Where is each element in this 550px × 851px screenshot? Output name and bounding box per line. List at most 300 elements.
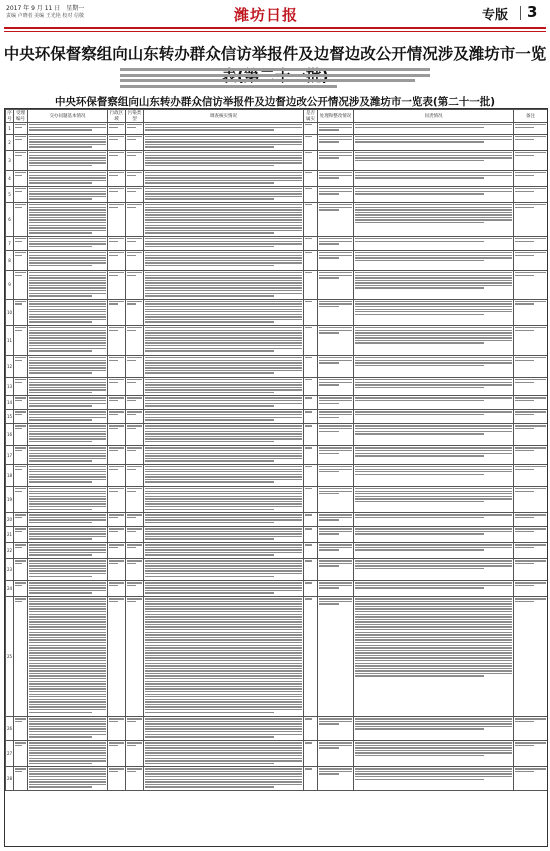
handling-cell bbox=[318, 597, 354, 717]
investigation-cell bbox=[144, 251, 304, 271]
handling-cell bbox=[318, 741, 354, 767]
pollution-type-cell bbox=[126, 741, 144, 767]
header-cell: 备注 bbox=[514, 110, 548, 123]
complaint-summary-cell bbox=[28, 123, 108, 135]
case-id-cell bbox=[14, 151, 28, 171]
pollution-type-cell bbox=[126, 424, 144, 446]
table-row bbox=[6, 237, 548, 251]
table-row bbox=[6, 717, 548, 741]
verified-cell bbox=[304, 251, 318, 271]
investigation-cell bbox=[144, 377, 304, 395]
case-id-cell bbox=[14, 271, 28, 300]
investigation-cell bbox=[144, 271, 304, 300]
case-id-cell bbox=[14, 464, 28, 486]
handling-cell bbox=[318, 251, 354, 271]
district-cell bbox=[108, 271, 126, 300]
row-index: 11 bbox=[6, 325, 14, 355]
table-row bbox=[6, 151, 548, 171]
investigation-cell bbox=[144, 424, 304, 446]
pollution-type-cell bbox=[126, 717, 144, 741]
rectification-cell bbox=[354, 513, 514, 527]
handling-cell bbox=[318, 151, 354, 171]
pollution-type-cell bbox=[126, 237, 144, 251]
masthead-rule-thick bbox=[4, 27, 546, 29]
rectification-cell bbox=[354, 559, 514, 581]
district-cell bbox=[108, 377, 126, 395]
remarks-cell bbox=[514, 581, 548, 597]
table-row bbox=[6, 527, 548, 543]
header-cell: 调查核实情况 bbox=[144, 110, 304, 123]
row-index: 17 bbox=[6, 446, 14, 464]
handling-cell bbox=[318, 717, 354, 741]
rectification-cell bbox=[354, 717, 514, 741]
complaint-summary-cell bbox=[28, 446, 108, 464]
row-index: 6 bbox=[6, 203, 14, 237]
handling-cell bbox=[318, 325, 354, 355]
rectification-cell bbox=[354, 527, 514, 543]
district-cell bbox=[108, 237, 126, 251]
remarks-cell bbox=[514, 237, 548, 251]
case-id-cell bbox=[14, 355, 28, 377]
remarks-cell bbox=[514, 543, 548, 559]
remarks-cell bbox=[514, 271, 548, 300]
table-row bbox=[6, 446, 548, 464]
remarks-cell bbox=[514, 717, 548, 741]
investigation-cell bbox=[144, 543, 304, 559]
pollution-type-cell bbox=[126, 171, 144, 187]
row-index: 12 bbox=[6, 355, 14, 377]
case-id-cell bbox=[14, 410, 28, 424]
pollution-type-cell bbox=[126, 543, 144, 559]
district-cell bbox=[108, 581, 126, 597]
rectification-cell bbox=[354, 187, 514, 203]
verified-cell bbox=[304, 559, 318, 581]
case-id-cell bbox=[14, 299, 28, 325]
table-row bbox=[6, 171, 548, 187]
pollution-type-cell bbox=[126, 410, 144, 424]
district-cell bbox=[108, 597, 126, 717]
complaint-summary-cell bbox=[28, 396, 108, 410]
district-cell bbox=[108, 299, 126, 325]
complaint-summary-cell bbox=[28, 135, 108, 151]
remarks-cell bbox=[514, 464, 548, 486]
table-row bbox=[6, 559, 548, 581]
district-cell bbox=[108, 396, 126, 410]
verified-cell bbox=[304, 187, 318, 203]
pollution-type-cell bbox=[126, 151, 144, 171]
pollution-type-cell bbox=[126, 355, 144, 377]
complaint-summary-cell bbox=[28, 251, 108, 271]
row-index: 27 bbox=[6, 741, 14, 767]
district-cell bbox=[108, 203, 126, 237]
investigation-cell bbox=[144, 396, 304, 410]
complaint-summary-cell bbox=[28, 741, 108, 767]
remarks-cell bbox=[514, 527, 548, 543]
case-id-cell bbox=[14, 513, 28, 527]
rectification-cell bbox=[354, 251, 514, 271]
complaint-summary-cell bbox=[28, 767, 108, 791]
case-id-cell bbox=[14, 325, 28, 355]
case-id-cell bbox=[14, 543, 28, 559]
investigation-cell bbox=[144, 741, 304, 767]
complaint-summary-cell bbox=[28, 559, 108, 581]
complaint-summary-cell bbox=[28, 513, 108, 527]
verified-cell bbox=[304, 486, 318, 512]
verified-cell bbox=[304, 271, 318, 300]
investigation-cell bbox=[144, 767, 304, 791]
verified-cell bbox=[304, 135, 318, 151]
investigation-cell bbox=[144, 486, 304, 512]
case-id-cell bbox=[14, 767, 28, 791]
table-row bbox=[6, 396, 548, 410]
pollution-type-cell bbox=[126, 377, 144, 395]
handling-cell bbox=[318, 464, 354, 486]
district-cell bbox=[108, 187, 126, 203]
table-row bbox=[6, 513, 548, 527]
remarks-cell bbox=[514, 424, 548, 446]
case-id-cell bbox=[14, 741, 28, 767]
rectification-cell bbox=[354, 581, 514, 597]
investigation-cell bbox=[144, 527, 304, 543]
verified-cell bbox=[304, 767, 318, 791]
verified-cell bbox=[304, 237, 318, 251]
row-index: 14 bbox=[6, 396, 14, 410]
verified-cell bbox=[304, 464, 318, 486]
rectification-cell bbox=[354, 410, 514, 424]
handling-cell bbox=[318, 543, 354, 559]
district-cell bbox=[108, 767, 126, 791]
district-cell bbox=[108, 527, 126, 543]
remarks-cell bbox=[514, 135, 548, 151]
rectification-cell bbox=[354, 203, 514, 237]
investigation-cell bbox=[144, 123, 304, 135]
row-index: 3 bbox=[6, 151, 14, 171]
pollution-type-cell bbox=[126, 271, 144, 300]
pollution-type-cell bbox=[126, 251, 144, 271]
row-index: 1 bbox=[6, 123, 14, 135]
table-row bbox=[6, 377, 548, 395]
row-index: 5 bbox=[6, 187, 14, 203]
header-cell: 交办问题基本情况 bbox=[28, 110, 108, 123]
row-index: 26 bbox=[6, 717, 14, 741]
handling-cell bbox=[318, 299, 354, 325]
rectification-cell bbox=[354, 767, 514, 791]
complaint-summary-cell bbox=[28, 377, 108, 395]
remarks-cell bbox=[514, 410, 548, 424]
table-row bbox=[6, 271, 548, 300]
table-row bbox=[6, 741, 548, 767]
table-row bbox=[6, 123, 548, 135]
rectification-cell bbox=[354, 377, 514, 395]
verified-cell bbox=[304, 410, 318, 424]
remarks-cell bbox=[514, 377, 548, 395]
investigation-cell bbox=[144, 325, 304, 355]
row-index: 8 bbox=[6, 251, 14, 271]
district-cell bbox=[108, 486, 126, 512]
handling-cell bbox=[318, 486, 354, 512]
rectification-cell bbox=[354, 123, 514, 135]
table-header-row bbox=[6, 110, 548, 123]
complaint-summary-cell bbox=[28, 597, 108, 717]
table-row bbox=[6, 187, 548, 203]
rectification-cell bbox=[354, 237, 514, 251]
pollution-type-cell bbox=[126, 597, 144, 717]
case-id-cell bbox=[14, 559, 28, 581]
pollution-type-cell bbox=[126, 123, 144, 135]
remarks-cell bbox=[514, 251, 548, 271]
case-id-cell bbox=[14, 597, 28, 717]
verified-cell bbox=[304, 171, 318, 187]
remarks-cell bbox=[514, 446, 548, 464]
table-row bbox=[6, 424, 548, 446]
row-index: 10 bbox=[6, 299, 14, 325]
row-index: 16 bbox=[6, 424, 14, 446]
table-row bbox=[6, 597, 548, 717]
district-cell bbox=[108, 135, 126, 151]
complaint-summary-cell bbox=[28, 543, 108, 559]
complaint-summary-cell bbox=[28, 151, 108, 171]
table-title: 中央环保督察组向山东转办群众信访举报件及边督边改公开情况涉及潍坊市一览表(第二十一批) bbox=[54, 96, 496, 108]
handling-cell bbox=[318, 581, 354, 597]
rectification-cell bbox=[354, 171, 514, 187]
investigation-cell bbox=[144, 597, 304, 717]
case-id-cell bbox=[14, 123, 28, 135]
rectification-cell bbox=[354, 271, 514, 300]
investigation-cell bbox=[144, 355, 304, 377]
pollution-type-cell bbox=[126, 559, 144, 581]
complaint-summary-cell bbox=[28, 464, 108, 486]
row-index: 4 bbox=[6, 171, 14, 187]
remarks-cell bbox=[514, 486, 548, 512]
pollution-type-cell bbox=[126, 396, 144, 410]
remarks-cell bbox=[514, 203, 548, 237]
pollution-type-cell bbox=[126, 581, 144, 597]
investigation-cell bbox=[144, 410, 304, 424]
rectification-cell bbox=[354, 151, 514, 171]
handling-cell bbox=[318, 767, 354, 791]
rectification-cell bbox=[354, 446, 514, 464]
row-index: 7 bbox=[6, 237, 14, 251]
table-row bbox=[6, 410, 548, 424]
investigation-cell bbox=[144, 237, 304, 251]
remarks-cell bbox=[514, 325, 548, 355]
rectification-cell bbox=[354, 396, 514, 410]
verified-cell bbox=[304, 513, 318, 527]
pollution-type-cell bbox=[126, 203, 144, 237]
case-id-cell bbox=[14, 135, 28, 151]
row-index: 9 bbox=[6, 271, 14, 300]
complaint-summary-cell bbox=[28, 271, 108, 300]
header-cell: 是否属实 bbox=[304, 110, 318, 123]
handling-cell bbox=[318, 135, 354, 151]
pollution-type-cell bbox=[126, 446, 144, 464]
pollution-type-cell bbox=[126, 486, 144, 512]
verified-cell bbox=[304, 741, 318, 767]
pollution-type-cell bbox=[126, 464, 144, 486]
handling-cell bbox=[318, 123, 354, 135]
case-id-cell bbox=[14, 203, 28, 237]
case-id-cell bbox=[14, 171, 28, 187]
case-id-cell bbox=[14, 396, 28, 410]
handling-cell bbox=[318, 203, 354, 237]
case-id-cell bbox=[14, 237, 28, 251]
case-id-cell bbox=[14, 717, 28, 741]
handling-cell bbox=[318, 446, 354, 464]
row-index: 22 bbox=[6, 543, 14, 559]
complaint-summary-cell bbox=[28, 486, 108, 512]
investigation-cell bbox=[144, 717, 304, 741]
table-row bbox=[6, 299, 548, 325]
issue-date: 2017 年 9 月 11 日 星期一 bbox=[6, 5, 85, 12]
handling-cell bbox=[318, 377, 354, 395]
remarks-cell bbox=[514, 513, 548, 527]
table-row bbox=[6, 135, 548, 151]
verified-cell bbox=[304, 151, 318, 171]
table-row bbox=[6, 767, 548, 791]
rectification-cell bbox=[354, 597, 514, 717]
verified-cell bbox=[304, 325, 318, 355]
investigation-cell bbox=[144, 187, 304, 203]
rectification-cell bbox=[354, 543, 514, 559]
rectification-cell bbox=[354, 486, 514, 512]
handling-cell bbox=[318, 527, 354, 543]
remarks-cell bbox=[514, 299, 548, 325]
case-id-cell bbox=[14, 581, 28, 597]
pollution-type-cell bbox=[126, 299, 144, 325]
district-cell bbox=[108, 543, 126, 559]
complaint-summary-cell bbox=[28, 424, 108, 446]
district-cell bbox=[108, 171, 126, 187]
table-row bbox=[6, 486, 548, 512]
district-cell bbox=[108, 355, 126, 377]
complaint-summary-cell bbox=[28, 171, 108, 187]
row-index: 2 bbox=[6, 135, 14, 151]
remarks-cell bbox=[514, 355, 548, 377]
row-index: 18 bbox=[6, 464, 14, 486]
complaint-summary-cell bbox=[28, 237, 108, 251]
remarks-cell bbox=[514, 187, 548, 203]
verified-cell bbox=[304, 203, 318, 237]
row-index: 13 bbox=[6, 377, 14, 395]
complaint-summary-cell bbox=[28, 187, 108, 203]
handling-cell bbox=[318, 271, 354, 300]
verified-cell bbox=[304, 377, 318, 395]
district-cell bbox=[108, 741, 126, 767]
district-cell bbox=[108, 513, 126, 527]
district-cell bbox=[108, 325, 126, 355]
handling-cell bbox=[318, 513, 354, 527]
remarks-cell bbox=[514, 559, 548, 581]
pollution-type-cell bbox=[126, 135, 144, 151]
header-cell: 处理和整改情况 bbox=[318, 110, 354, 123]
row-index: 25 bbox=[6, 597, 14, 717]
verified-cell bbox=[304, 123, 318, 135]
row-index: 15 bbox=[6, 410, 14, 424]
complaint-summary-cell bbox=[28, 717, 108, 741]
newspaper-logo: 潍坊日报 bbox=[234, 6, 299, 24]
pollution-type-cell bbox=[126, 187, 144, 203]
row-index: 21 bbox=[6, 527, 14, 543]
district-cell bbox=[108, 424, 126, 446]
masthead bbox=[0, 0, 550, 34]
rectification-cell bbox=[354, 135, 514, 151]
remarks-cell bbox=[514, 597, 548, 717]
remarks-cell bbox=[514, 767, 548, 791]
table-row bbox=[6, 355, 548, 377]
intro-paragraph bbox=[120, 68, 430, 90]
page-number: 3 bbox=[527, 3, 538, 21]
header-cell: 问责情况 bbox=[354, 110, 514, 123]
pollution-type-cell bbox=[126, 325, 144, 355]
table-row bbox=[6, 325, 548, 355]
district-cell bbox=[108, 446, 126, 464]
investigation-cell bbox=[144, 299, 304, 325]
row-index: 20 bbox=[6, 513, 14, 527]
editor-credits: 责编 卢晓者 美编 王光艳 校对 信敬 bbox=[6, 13, 84, 19]
remarks-cell bbox=[514, 741, 548, 767]
header-cell: 污染类型 bbox=[126, 110, 144, 123]
district-cell bbox=[108, 717, 126, 741]
complaint-summary-cell bbox=[28, 410, 108, 424]
header-cell: 序号 bbox=[7, 111, 12, 122]
complaint-summary-cell bbox=[28, 527, 108, 543]
verified-cell bbox=[304, 446, 318, 464]
handling-cell bbox=[318, 237, 354, 251]
verified-cell bbox=[304, 527, 318, 543]
masthead-rule-thin bbox=[4, 31, 546, 32]
district-cell bbox=[108, 464, 126, 486]
case-id-cell bbox=[14, 486, 28, 512]
verified-cell bbox=[304, 299, 318, 325]
rectification-cell bbox=[354, 464, 514, 486]
table-row bbox=[6, 543, 548, 559]
masthead-separator bbox=[520, 6, 521, 20]
pollution-type-cell bbox=[126, 513, 144, 527]
complaint-summary-cell bbox=[28, 355, 108, 377]
row-index: 28 bbox=[6, 767, 14, 791]
investigation-cell bbox=[144, 464, 304, 486]
district-cell bbox=[108, 559, 126, 581]
case-id-cell bbox=[14, 377, 28, 395]
rectification-cell bbox=[354, 299, 514, 325]
handling-cell bbox=[318, 396, 354, 410]
remarks-cell bbox=[514, 123, 548, 135]
investigation-cell bbox=[144, 446, 304, 464]
district-cell bbox=[108, 251, 126, 271]
investigation-cell bbox=[144, 135, 304, 151]
pollution-type-cell bbox=[126, 527, 144, 543]
row-index: 23 bbox=[6, 559, 14, 581]
verified-cell bbox=[304, 717, 318, 741]
complaint-summary-cell bbox=[28, 299, 108, 325]
investigation-cell bbox=[144, 581, 304, 597]
remarks-cell bbox=[514, 151, 548, 171]
verified-cell bbox=[304, 396, 318, 410]
row-index: 19 bbox=[6, 486, 14, 512]
table-row bbox=[6, 203, 548, 237]
case-id-cell bbox=[14, 424, 28, 446]
section-label: 专版 bbox=[482, 8, 509, 23]
header-cell: 受理编号 bbox=[14, 110, 28, 123]
table-row bbox=[6, 581, 548, 597]
investigation-cell bbox=[144, 203, 304, 237]
case-id-cell bbox=[14, 446, 28, 464]
verified-cell bbox=[304, 543, 318, 559]
district-cell bbox=[108, 123, 126, 135]
district-cell bbox=[108, 151, 126, 171]
row-index: 24 bbox=[6, 581, 14, 597]
verified-cell bbox=[304, 424, 318, 446]
